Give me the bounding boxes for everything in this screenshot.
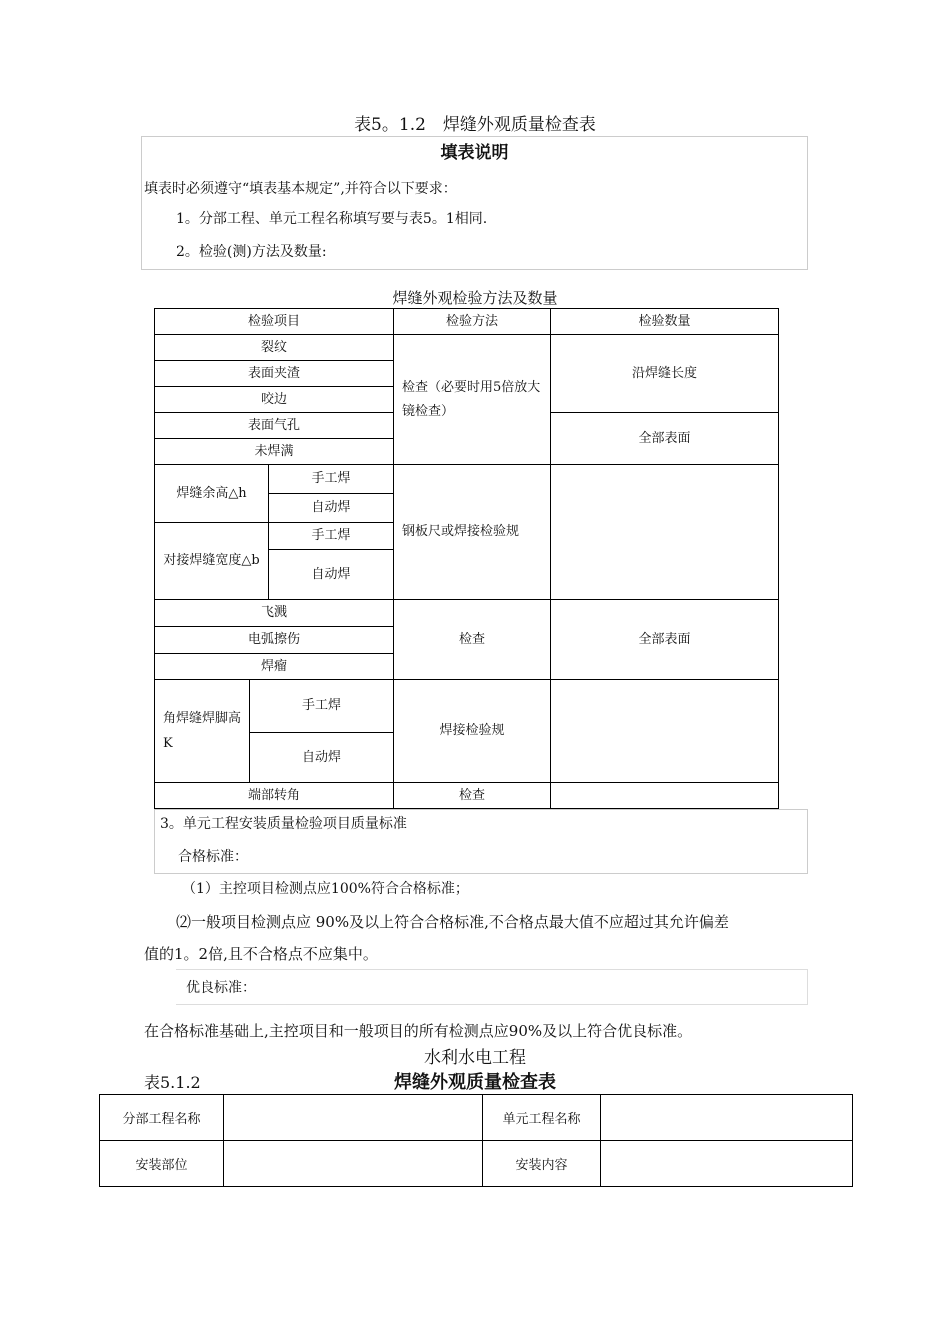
g3-item: 焊瘤 <box>155 654 394 680</box>
g2-auto-a: 自动焊 <box>269 494 394 523</box>
g2-manual-a: 手工焊 <box>269 465 394 494</box>
pass-label: 合格标准： <box>178 849 248 865</box>
g3-item: 飞溅 <box>155 600 394 627</box>
g1-item: 表面气孔 <box>155 413 394 439</box>
g1-item: 裂纹 <box>155 335 394 361</box>
pass-rule-2a: ⑵一般项目检测点应 90%及以上符合合格标准,不合格点最大值不应超过其允许偏差 <box>176 913 729 931</box>
notes-intro: 填表时必须遵守“填表基本规定”,并符合以下要求： <box>144 181 457 197</box>
g1-qty-b: 全部表面 <box>551 413 779 465</box>
g1-method: 检查（必要时用5倍放大镜检查） <box>394 335 551 465</box>
g4-qty <box>551 680 779 783</box>
g4-method: 焊接检验规 <box>394 680 551 783</box>
pass-rule-2b: 值的1。2倍,且不合格点不应集中。 <box>144 945 378 963</box>
g2-auto-b: 自动焊 <box>269 550 394 600</box>
g2-label-a: 焊缝余高△h <box>155 465 269 523</box>
last-item: 端部转角 <box>155 783 394 809</box>
form-value-location[interactable] <box>224 1141 483 1187</box>
form-value-unit[interactable] <box>601 1095 853 1141</box>
excellent-rule: 在合格标准基础上,主控项目和一般项目的所有检测点应90%及以上符合优良标准。 <box>144 1022 693 1040</box>
form-value-division[interactable] <box>224 1095 483 1141</box>
g3-method: 检查 <box>394 600 551 680</box>
g2-qty <box>551 465 779 600</box>
g2-manual-b: 手工焊 <box>269 523 394 550</box>
g2-method: 钢板尺或焊接检验规 <box>394 465 551 600</box>
form-label-location: 安装部位 <box>100 1141 224 1187</box>
page-title: 表5。1.2 焊缝外观质量检查表 <box>354 115 596 135</box>
pass-rule-1: （1）主控项目检测点应100%符合合格标准； <box>182 881 469 897</box>
form-label-content: 安装内容 <box>483 1141 601 1187</box>
notes-item1: 1。分部工程、单元工程名称填写要与表5。1相同. <box>176 211 488 227</box>
method-table <box>154 308 779 809</box>
excellent-label: 优良标准： <box>186 980 256 996</box>
form-value-content[interactable] <box>601 1141 853 1187</box>
header-method: 检验方法 <box>394 309 551 335</box>
g4-auto: 自动焊 <box>250 733 394 783</box>
g1-item: 未焊满 <box>155 439 394 465</box>
g4-label: 角焊缝焊脚高K <box>155 680 250 783</box>
notes-heading: 填表说明 <box>440 143 509 163</box>
form-project: 水利水电工程 <box>424 1048 526 1068</box>
g3-item: 电弧擦伤 <box>155 627 394 654</box>
g3-qty: 全部表面 <box>551 600 779 680</box>
g1-item: 表面夹渣 <box>155 361 394 387</box>
last-qty <box>551 783 779 809</box>
g2-label-b: 对接焊缝宽度△b <box>155 523 269 600</box>
form-table-no: 表5.1.2 <box>144 1073 201 1092</box>
form-label-unit: 单元工程名称 <box>483 1095 601 1141</box>
excellent-box <box>176 969 808 1005</box>
header-qty: 检验数量 <box>551 309 779 335</box>
header-item: 检验项目 <box>155 309 394 335</box>
g1-qty-a: 沿焊缝长度 <box>551 335 779 413</box>
form-table <box>99 1094 853 1187</box>
method-table-caption: 焊缝外观检验方法及数量 <box>392 289 558 307</box>
standards-item3: 3。单元工程安装质量检验项目质量标准 <box>160 816 407 832</box>
g4-manual: 手工焊 <box>250 680 394 733</box>
notes-item2: 2。检验(测)方法及数量: <box>176 244 327 260</box>
last-method: 检查 <box>394 783 551 809</box>
g1-item: 咬边 <box>155 387 394 413</box>
form-title: 焊缝外观质量检查表 <box>394 1072 556 1093</box>
form-label-division: 分部工程名称 <box>100 1095 224 1141</box>
